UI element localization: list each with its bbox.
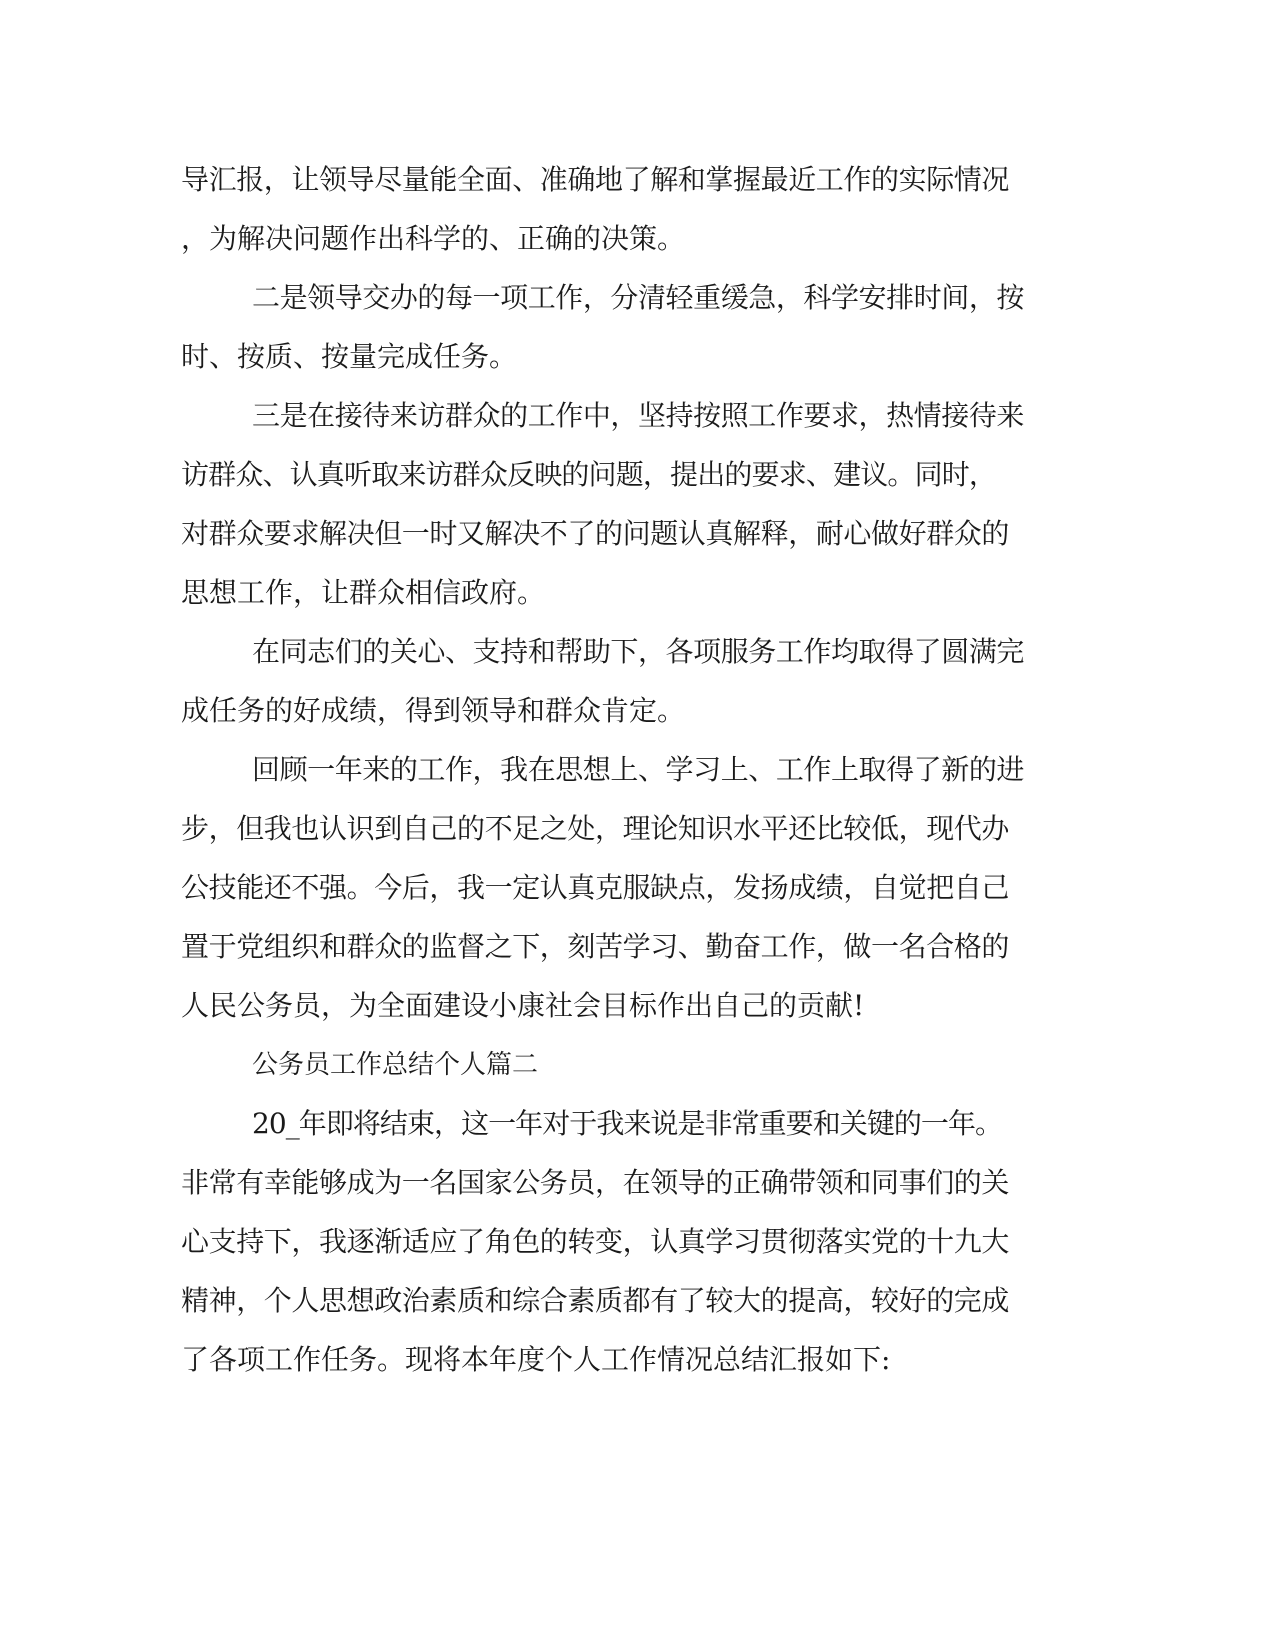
text-line: 导汇报，让领导尽量能全面、准确地了解和掌握最近工作的实际情况 [181, 163, 1010, 196]
section-heading: 公务员工作总结个人篇二 [252, 1050, 539, 1080]
text-line: 公技能还不强。今后，我一定认真克服缺点，发扬成绩，自觉把自己 [181, 871, 1010, 904]
text-line: 非常有幸能够成为一名国家公务员，在领导的正确带领和同事们的关 [181, 1166, 1010, 1199]
text-line: 人民公务员，为全面建设小康社会目标作出自己的贡献! [181, 989, 865, 1022]
text-line: 对群众要求解决但一时又解决不了的问题认真解释，耐心做好群众的 [181, 517, 1010, 550]
text-line: 步，但我也认识到自己的不足之处，理论知识水平还比较低，现代办 [181, 812, 1010, 845]
text-line: 置于党组织和群众的监督之下，刻苦学习、勤奋工作，做一名合格的 [181, 930, 1010, 963]
text-line: 心支持下，我逐渐适应了角色的转变，认真学习贯彻落实党的十九大 [181, 1225, 1010, 1258]
text-line: 回顾一年来的工作，我在思想上、学习上、工作上取得了新的进 [252, 753, 1024, 786]
text-line: 访群众、认真听取来访群众反映的问题，提出的要求、建议。同时， [181, 458, 997, 491]
text-line: 思想工作，让群众相信政府。 [181, 576, 546, 609]
text-line: 了各项工作任务。现将本年度个人工作情况总结汇报如下: [181, 1343, 891, 1376]
text-line: ，为解决问题作出科学的、正确的决策。 [181, 222, 686, 255]
text-line: 成任务的好成绩，得到领导和群众肯定。 [181, 694, 686, 727]
text-line: 精神，个人思想政治素质和综合素质都有了较大的提高，较好的完成 [181, 1284, 1010, 1317]
text-line: 在同志们的关心、支持和帮助下，各项服务工作均取得了圆满完 [252, 635, 1024, 668]
text-line: 时、按质、按量完成任务。 [181, 340, 518, 373]
text-line: 三是在接待来访群众的工作中，坚持按照工作要求，热情接待来 [252, 399, 1024, 432]
text-line: 二是领导交办的每一项工作，分清轻重缓急，科学安排时间，按 [252, 281, 1024, 314]
text-line: 20_年即将结束，这一年对于我来说是非常重要和关键的一年。 [252, 1107, 1003, 1140]
